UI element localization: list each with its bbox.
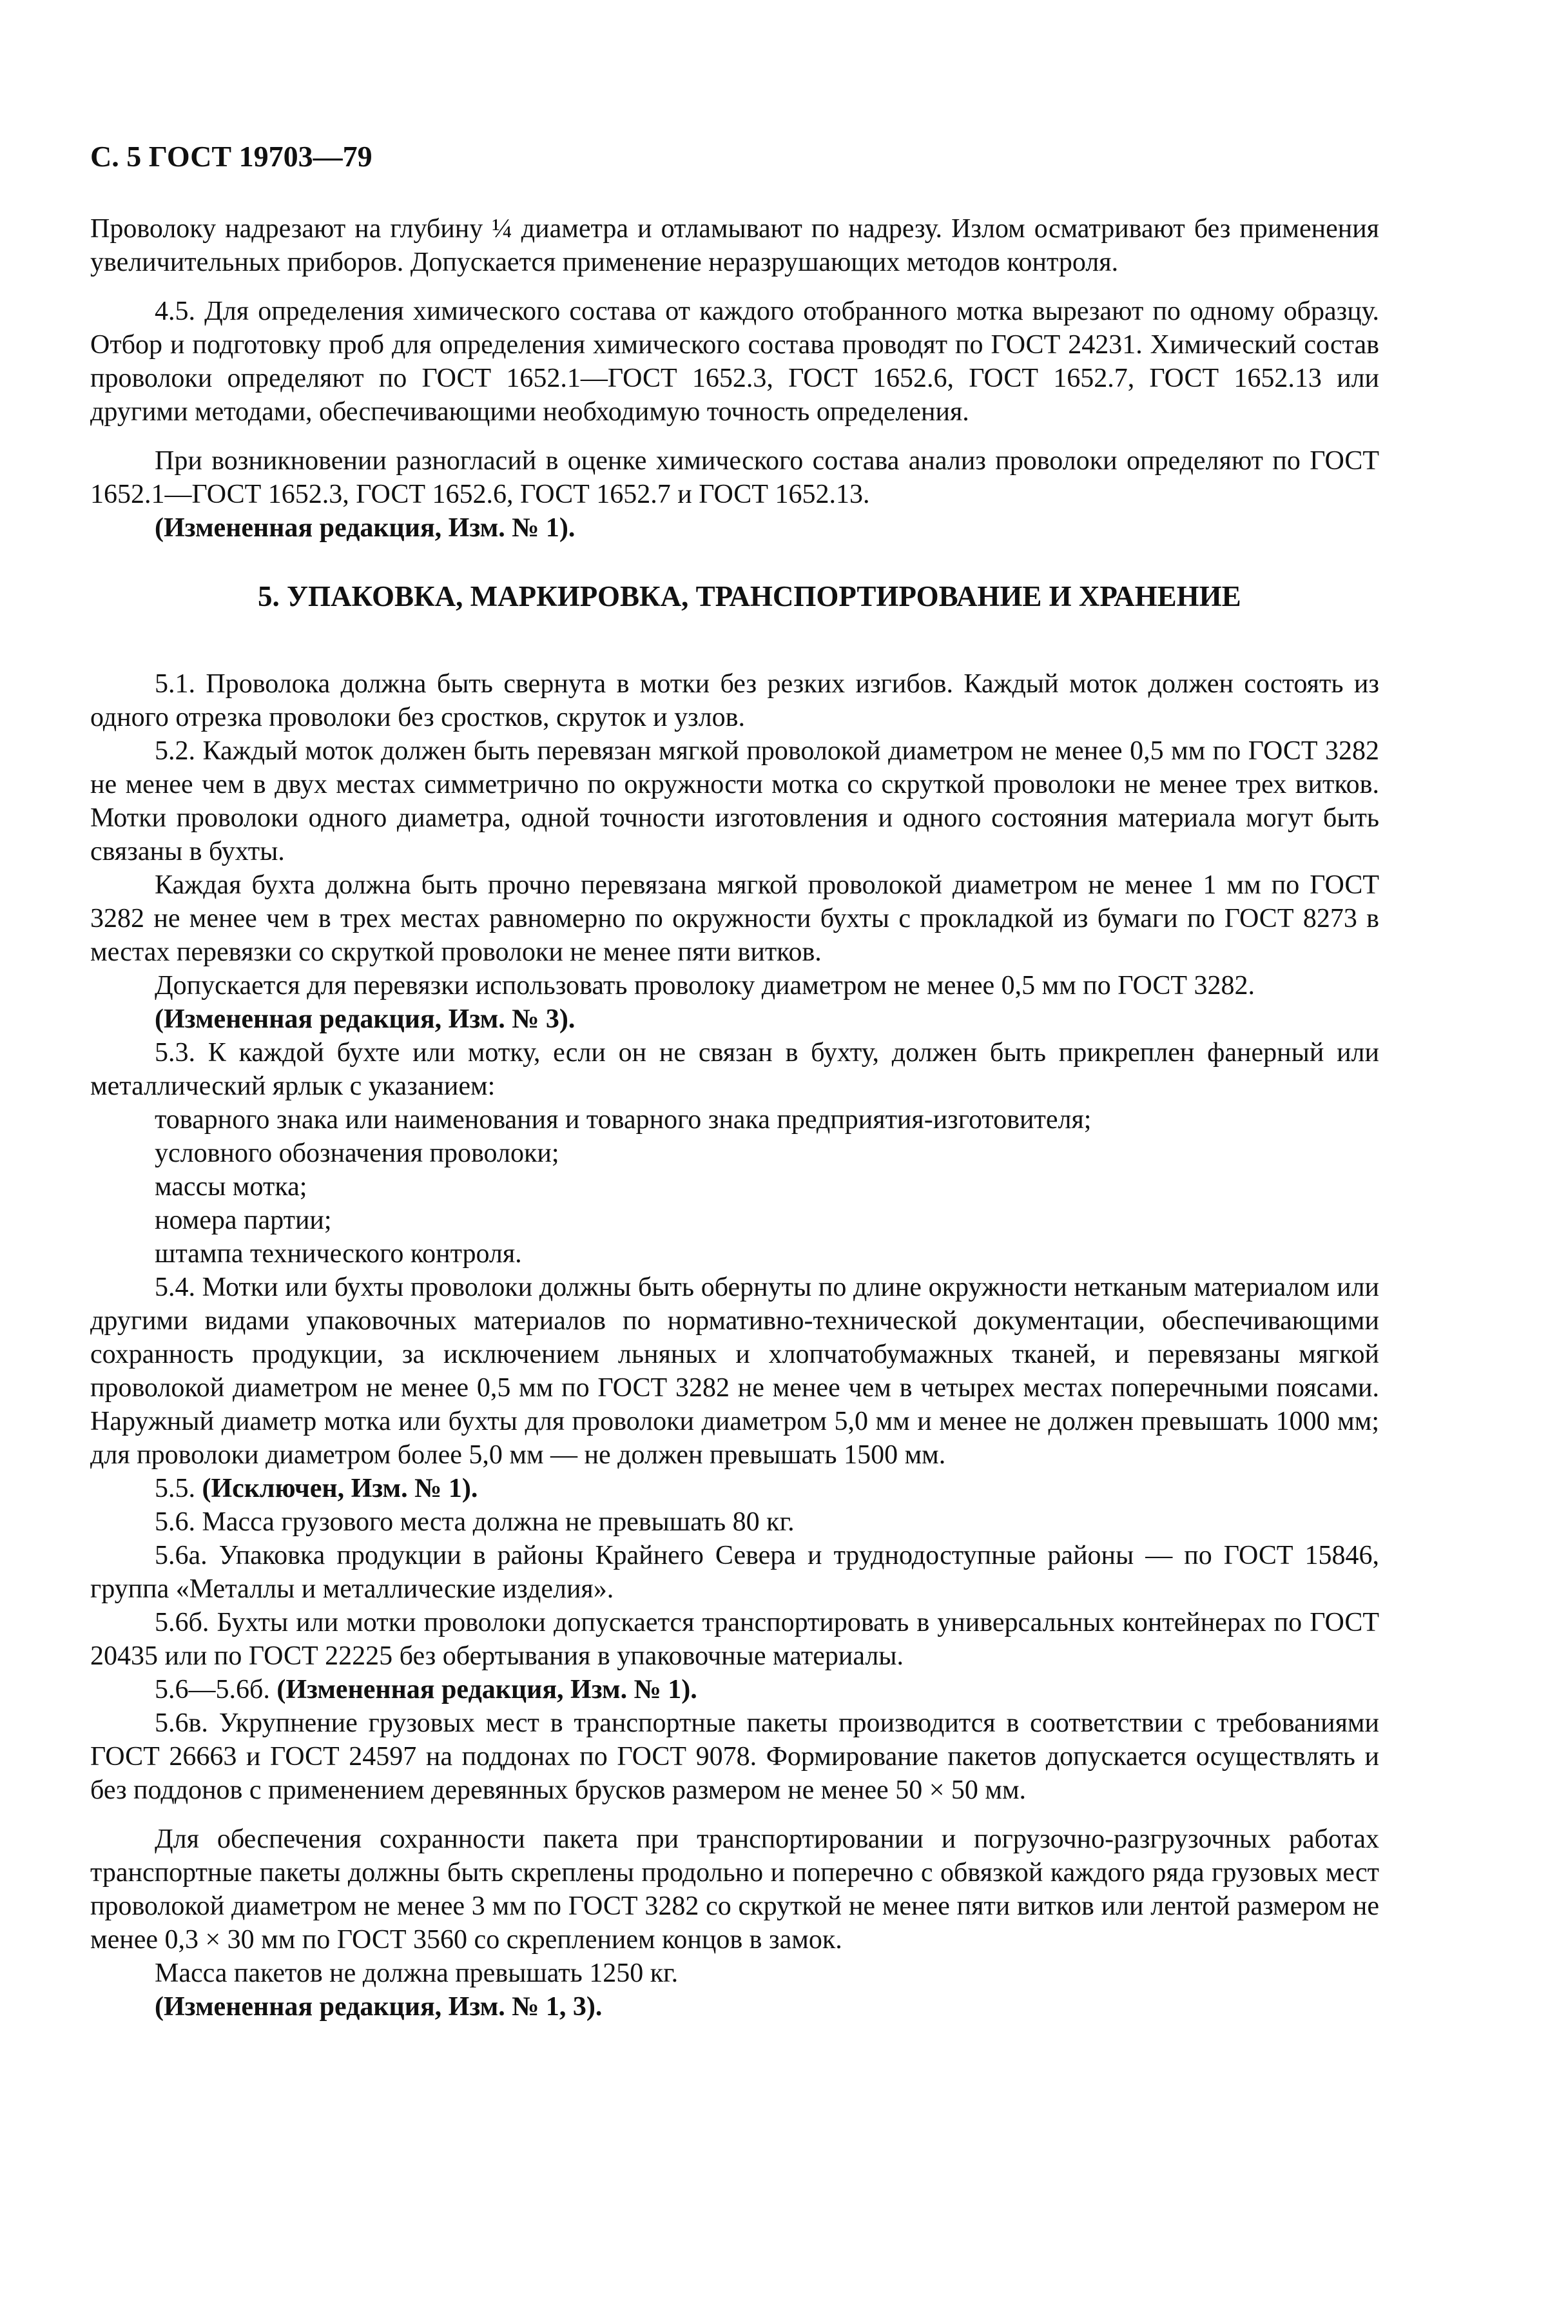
paragraph-fracture-inspection: Проволоку надрезают на глубину ¼ диаметра и отламывают по надрезу. Излом осматривают без применения увеличительных приборов. Допускается применение неразрушающих методов контроля. <box>90 214 1379 277</box>
list-item: товарного знака или наименования и товарного знака предприятия-изготовителя; <box>155 1105 1092 1135</box>
clause-4-5: 4.5. Для определения химического состава от каждого отобранного мотка вырезают по одному образцу. Отбор и подготовку проб для определения химического состава проводят по ГОСТ 24231. Химический состав проволоки определяют по ГОСТ 1652.1—ГОСТ 1652.3, ГОСТ 1652.6, ГОСТ 1652.7, ГОСТ 1652.13 или другими методами, обеспечивающими необходимую точность определения. <box>90 297 1379 427</box>
list-item: штампа технического контроля. <box>155 1239 522 1269</box>
clause-5-2-bundle: Каждая бухта должна быть прочно перевязана мягкой проволокой диаметром не менее 1 мм по ГОСТ 3282 не менее чем в трех местах равномерно по окружности бухты с прокладкой из бумаги по ГОСТ 8273 в местах перевязки со скруткой проволоки не менее пяти витков. <box>90 870 1379 967</box>
clause-5-6: 5.6. Масса грузового места должна не превышать 80 кг. <box>155 1507 795 1537</box>
clause-5-4: 5.4. Мотки или бухты проволоки должны быть обернуты по длине окружности нетканым материалом или другими видами упаковочных материалов по нормативно-технической документации, обеспечивающими сохранность продукции, за исключением льняных и хлопчатобумажных тканей, и перевязаны мягкой проволокой диаметром не менее 0,5 мм по ГОСТ 3282 не менее чем в четырех местах поперечными поясами. Наружный диаметр мотка или бухты для проволоки диаметром 5,0 мм и менее не должен превышать 1000 мм; для проволоки диаметром более 5,0 мм — не должен превышать 1500 мм. <box>90 1273 1379 1470</box>
section-title: 5. УПАКОВКА, МАРКИРОВКА, ТРАНСПОРТИРОВАНИЕ И ХРАНЕНИЕ <box>258 580 1241 612</box>
list-item: массы мотка; <box>155 1172 307 1202</box>
clause-5-6v-mass: Масса пакетов не должна превышать 1250 кг. <box>155 1958 679 1988</box>
clause-5-3: 5.3. К каждой бухте или мотку, если он не связан в бухту, должен быть прикреплен фанерный или металлический ярлык с указанием: <box>90 1038 1379 1101</box>
list-item: номера партии; <box>155 1206 332 1235</box>
excluded-note: (Исключен, Изм. № 1). <box>202 1474 478 1503</box>
document-page <box>90 139 1379 2024</box>
amendment-note-1-3: (Измененная редакция, Изм. № 1, 3). <box>155 1992 603 2022</box>
clause-number: 5.5. <box>155 1474 195 1503</box>
amendment-note-3: (Измененная редакция, Изм. № 3). <box>155 1004 576 1034</box>
amendment-note: (Измененная редакция, Изм. № 1). <box>276 1675 697 1704</box>
clause-5-5 <box>90 1472 1379 1505</box>
clause-5-6v: 5.6в. Укрупнение грузовых мест в транспортные пакеты производится в соответствии с требованиями ГОСТ 26663 и ГОСТ 24597 на поддонах по ГОСТ 9078. Формирование пакетов допускается осуществлять и без поддонов с применением деревянных брусков размером не менее 50 × 50 мм. <box>90 1708 1379 1805</box>
list-item: условного обозначения проволоки; <box>155 1138 559 1168</box>
clause-5-6v-securing: Для обеспечения сохранности пакета при транспортировании и погрузочно-разгрузочных работах транспортные пакеты должны быть скреплены продольно и поперечно с обвязкой каждого ряда грузовых мест проволокой диаметром не менее 3 мм по ГОСТ 3282 со скруткой не менее пяти витков или лентой размером не менее 0,3 × 30 мм по ГОСТ 3560 со скреплением концов в замок. <box>90 1824 1379 1955</box>
clause-5-6-range <box>90 1673 1379 1706</box>
clause-5-1: 5.1. Проволока должна быть свернута в мотки без резких изгибов. Каждый моток должен состоять из одного отрезка проволоки без сростков, скруток и узлов. <box>90 669 1379 732</box>
clause-number: 5.6—5.6б. <box>155 1675 270 1704</box>
clause-5-2: 5.2. Каждый моток должен быть перевязан мягкой проволокой диаметром не менее 0,5 мм по ГОСТ 3282 не менее чем в двух местах симметрично по окружности мотка со скруткой проволоки не менее трех витков. Мотки проволоки одного диаметра, одной точности изготовления и одного состояния материала могут быть связаны в бухты. <box>90 736 1379 866</box>
clause-5-2-allowance: Допускается для перевязки использовать проволоку диаметром не менее 0,5 мм по ГОСТ 3282. <box>155 971 1255 1001</box>
paragraph-disagreement: При возникновении разногласий в оценке химического состава анализ проволоки определяют по ГОСТ 1652.1—ГОСТ 1652.3, ГОСТ 1652.6, ГОСТ 1652.7 и ГОСТ 1652.13. <box>90 446 1379 509</box>
clause-5-6a: 5.6а. Упаковка продукции в районы Крайнего Севера и труднодоступные районы — по ГОСТ 15846, группа «Металлы и металлические изделия». <box>90 1541 1379 1604</box>
amendment-note-1: (Измененная редакция, Изм. № 1). <box>155 513 576 543</box>
label-requirements-list <box>90 1103 1379 1271</box>
page-header: С. 5 ГОСТ 19703—79 <box>90 140 373 173</box>
clause-5-6b: 5.6б. Бухты или мотки проволоки допускается транспортировать в универсальных контейнерах по ГОСТ 20435 или по ГОСТ 22225 без обертывания в упаковочные материалы. <box>90 1608 1379 1671</box>
